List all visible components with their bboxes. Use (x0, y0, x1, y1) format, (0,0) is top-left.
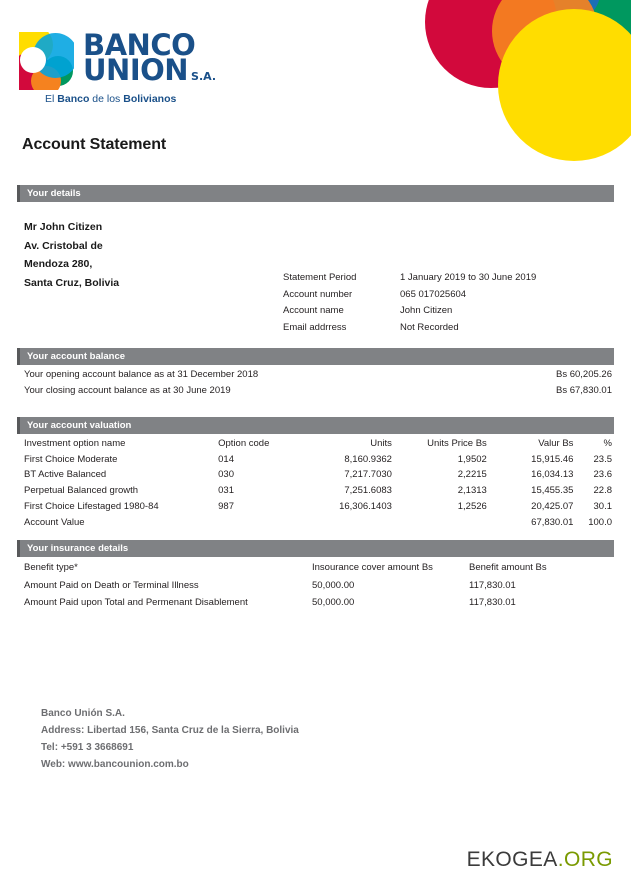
cell-price (392, 515, 487, 531)
watermark-tld: .ORG (557, 848, 613, 871)
tagline-bolivianos: Bolivianos (123, 93, 177, 105)
section-your-details (17, 185, 614, 333)
meta-row (283, 270, 536, 287)
meta-row (283, 303, 536, 320)
cell-name: Perpetual Balanced growth (24, 485, 139, 497)
valuation-header-row (17, 436, 614, 452)
cell-cover-amount: 50,000.00 (312, 579, 355, 591)
footer-telephone: Tel: +591 3 3668691 (41, 742, 134, 753)
wordmark-union-text: UNION (83, 53, 189, 87)
balance-amount: Bs 60,205.26 (556, 369, 612, 380)
cell-benefit-type: Amount Paid upon Total and Permenant Disablement (24, 597, 248, 609)
section-header-insurance-details: Your insurance details (17, 540, 614, 557)
column-header-option-code: Option code (218, 438, 270, 449)
meta-label: Email addrress (283, 321, 347, 333)
valuation-table (17, 436, 614, 530)
table-row (17, 467, 614, 483)
column-header-benefit-amount: Benefit amount Bs (469, 562, 547, 573)
table-row (17, 483, 614, 499)
cell-cover-amount: 50,000.00 (312, 597, 355, 609)
cell-price: 1,2526 (457, 500, 487, 512)
footer-address: Address: Libertad 156, Santa Cruz de la Sierra, Bolivia (41, 725, 299, 736)
section-account-balance (17, 348, 614, 399)
page-title: Account Statement (22, 136, 167, 153)
logo-mark-icon (19, 32, 74, 90)
table-row (17, 577, 614, 595)
deco-circle-blue (546, 0, 600, 20)
table-row (17, 499, 614, 515)
cell-code (218, 515, 289, 531)
footer-contact-block (41, 705, 299, 773)
cell-value: 16,034.13 (531, 469, 574, 481)
cell-value: 15,455.35 (531, 485, 574, 497)
tagline-el: El (45, 93, 55, 105)
watermark-name: EKOGEA (466, 848, 558, 871)
cell-code: 987 (218, 500, 234, 512)
brand-tagline (45, 93, 216, 105)
balance-label: Your opening account balance as at 31 December 2018 (24, 369, 259, 380)
table-total-row (17, 515, 614, 531)
address-line: Santa Cruz, Bolivia (24, 276, 120, 289)
cell-benefit-type: Amount Paid on Death or Terminal Illness (24, 579, 199, 591)
cell-price: 1,9502 (457, 453, 487, 465)
meta-label: Statement Period (283, 272, 357, 283)
address-line: Mendoza 280, (24, 258, 93, 270)
cell-benefit-amount: 117,830.01 (469, 579, 516, 591)
footer-company-name: Banco Unión S.A. (41, 708, 125, 719)
customer-address (24, 218, 119, 292)
cell-benefit-amount: 117,830.01 (469, 597, 516, 609)
meta-value: Not Recorded (400, 321, 459, 333)
column-header-benefit-type: Benefit type* (24, 562, 78, 573)
address-line: Mr John Citizen (24, 221, 103, 233)
meta-row (283, 320, 536, 337)
section-header-your-details: Your details (17, 185, 614, 202)
wordmark-suffix: S.A. (191, 70, 217, 83)
balance-amount: Bs 67,830.01 (556, 385, 612, 396)
balance-row (17, 383, 614, 399)
tagline-delos: de los (92, 93, 121, 105)
balance-row (17, 367, 614, 383)
cell-units: 7,217.7030 (344, 469, 392, 481)
meta-label: Account name (283, 305, 344, 316)
wordmark-banco-text: BANCO (83, 28, 196, 62)
cell-pct: 22.8 (593, 485, 612, 497)
column-header-units: Units (370, 438, 392, 449)
deco-circle-yellow (498, 9, 631, 161)
section-insurance-details (17, 540, 614, 612)
cell-pct: 23.6 (593, 469, 612, 481)
table-row (17, 594, 614, 612)
cell-price: 2,1313 (457, 485, 487, 497)
cell-name: First Choice Lifestaged 1980-84 (24, 500, 159, 512)
deco-circle-orange (492, 0, 598, 84)
deco-circle-crimson (425, 0, 557, 88)
account-meta-list (283, 270, 536, 336)
watermark (467, 848, 613, 872)
meta-value: John Citizen (400, 305, 453, 316)
cell-name: First Choice Moderate (24, 453, 118, 465)
cell-code: 030 (218, 469, 234, 481)
cell-pct: 23.5 (593, 453, 612, 465)
cell-value: 15,915.46 (531, 453, 574, 465)
wordmark-union (83, 53, 217, 89)
meta-label: Account number (283, 288, 353, 300)
address-line: Av. Cristobal de (24, 239, 103, 252)
cell-units: 7,251.6083 (344, 485, 392, 497)
cell-units: 8,160.9362 (344, 453, 392, 465)
cell-total-value: 67,830.01 (531, 516, 574, 528)
insurance-header-row (17, 559, 614, 577)
cell-code: 031 (218, 485, 234, 497)
cell-units: 16,306.1403 (339, 500, 392, 512)
section-header-account-valuation: Your account valuation (17, 417, 614, 434)
meta-value: 065 017025604 (400, 288, 467, 300)
column-header-value: Valur Bs (538, 438, 574, 449)
cell-units (289, 515, 391, 531)
balance-label: Your closing account balance as at 30 June 2019 (24, 385, 231, 396)
section-header-account-balance: Your account balance (17, 348, 614, 365)
column-header-units-price: Units Price Bs (427, 438, 487, 449)
cell-price: 2,2215 (457, 469, 487, 481)
cell-total-pct: 100.0 (588, 516, 612, 528)
column-header-percent: % (603, 438, 612, 449)
cell-value: 20,425.07 (531, 500, 574, 512)
tagline-banco: Banco (57, 93, 90, 105)
cell-pct: 30.1 (593, 500, 612, 512)
decorative-circles (400, 0, 631, 180)
table-row (17, 452, 614, 468)
bank-logo (19, 28, 217, 105)
footer-website: Web: www.bancounion.com.bo (41, 759, 189, 770)
cell-code: 014 (218, 453, 234, 465)
cell-total-label: Account Value (24, 516, 85, 528)
meta-row (283, 287, 536, 304)
column-header-investment-option-name: Investment option name (24, 438, 126, 449)
insurance-table (17, 559, 614, 612)
cell-name: BT Active Balanced (24, 469, 107, 481)
section-account-valuation (17, 417, 614, 530)
logo-mark-white-wedge (20, 47, 46, 73)
column-header-cover-amount: Insourance cover amount Bs (312, 562, 433, 573)
deco-circle-green (552, 0, 631, 58)
meta-value: 1 January 2019 to 30 June 2019 (400, 272, 537, 283)
